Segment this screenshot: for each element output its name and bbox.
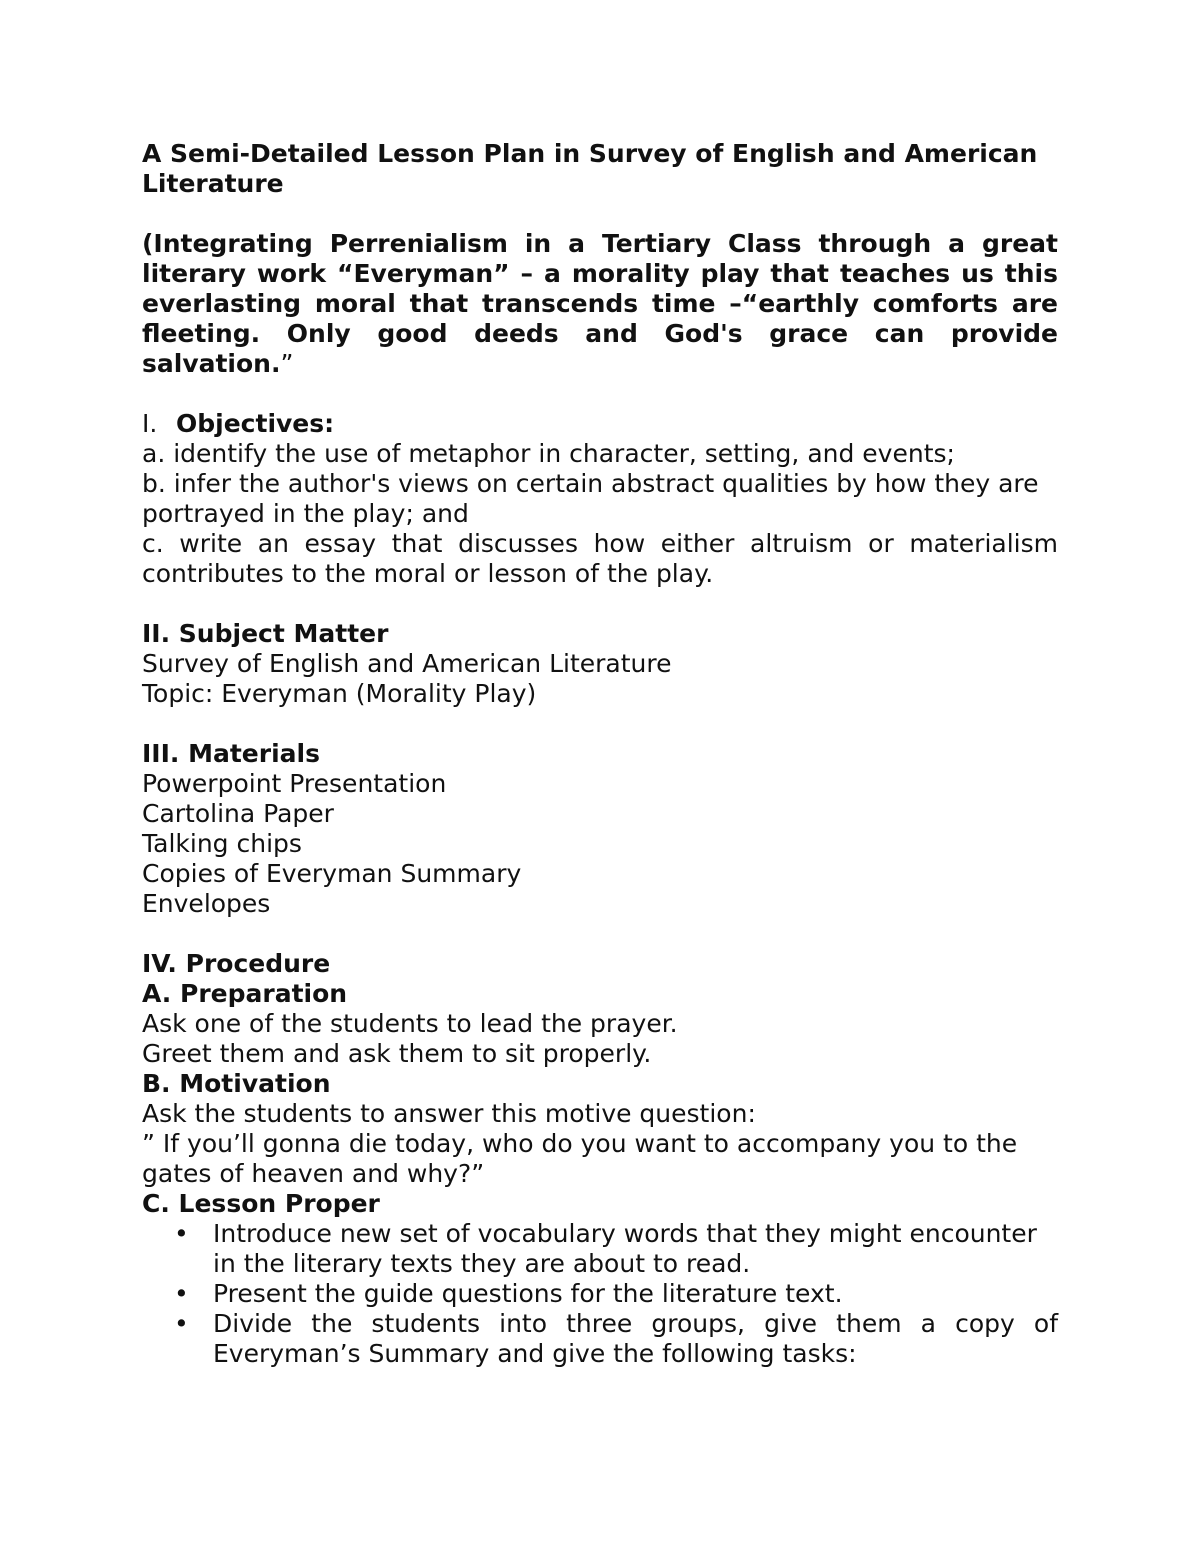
- list-item: [142, 1279, 1058, 1309]
- list-item-text: Divide the students into three groups, give them a copy of Everyman’s Summary and give the following tasks:: [213, 1309, 1058, 1368]
- preparation-heading: A. Preparation: [142, 979, 348, 1008]
- motivation-line: Ask the students to answer this motive question:: [142, 1099, 756, 1128]
- document-page: [142, 139, 1058, 1369]
- subject-matter-heading: II. Subject Matter: [142, 619, 389, 648]
- material-item: Envelopes: [142, 889, 271, 918]
- objective-item: c. write an essay that discusses how either altruism or materialism contributes to the moral or lesson of the play.: [142, 529, 1058, 588]
- procedure-section: [142, 949, 1058, 1369]
- list-item-text: Introduce new set of vocabulary words that they might encounter in the literary texts they are about to read.: [213, 1219, 1037, 1278]
- objectives-section: [142, 409, 1058, 589]
- objectives-heading-label: Objectives:: [176, 409, 335, 438]
- subtitle-text: (Integrating Perrenialism in a Tertiary Class through a great literary work “Everyman” – a morality play that teaches us this everlasting moral that transcends time –“earthly comforts are fleeting. Only good deeds and God's grace can provide salvation.: [142, 229, 1058, 378]
- motive-question: ” If you’ll gonna die today, who do you want to accompany you to the gates of heaven and why?”: [142, 1129, 1018, 1188]
- subject-matter-line: Survey of English and American Literature: [142, 649, 672, 678]
- bullet-icon: •: [174, 1219, 189, 1248]
- bullet-icon: •: [174, 1309, 189, 1338]
- objectives-number: I.: [142, 409, 158, 438]
- material-item: Powerpoint Presentation: [142, 769, 447, 798]
- bullet-icon: •: [174, 1279, 189, 1308]
- motivation-heading: B. Motivation: [142, 1069, 331, 1098]
- document-subtitle: [142, 229, 1058, 379]
- list-item: [142, 1219, 1058, 1279]
- objectives-heading: [142, 409, 1058, 439]
- preparation-line: Ask one of the students to lead the prayer.: [142, 1009, 678, 1038]
- procedure-heading: IV. Procedure: [142, 949, 331, 978]
- document-title: A Semi-Detailed Lesson Plan in Survey of English and American Literature: [142, 139, 1038, 198]
- material-item: Talking chips: [142, 829, 302, 858]
- list-item-text: Present the guide questions for the literature text.: [213, 1279, 843, 1308]
- material-item: Cartolina Paper: [142, 799, 334, 828]
- materials-heading: III. Materials: [142, 739, 320, 768]
- objective-item: a. identify the use of metaphor in character, setting, and events;: [142, 439, 955, 468]
- materials-section: [142, 739, 1058, 919]
- lesson-proper-heading: C. Lesson Proper: [142, 1189, 380, 1218]
- subject-matter-line: Topic: Everyman (Morality Play): [142, 679, 537, 708]
- material-item: Copies of Everyman Summary: [142, 859, 522, 888]
- preparation-line: Greet them and ask them to sit properly.: [142, 1039, 652, 1068]
- lesson-proper-list: [142, 1219, 1058, 1369]
- subject-matter-section: [142, 619, 1058, 709]
- objective-item: b. infer the author's views on certain abstract qualities by how they are portrayed in the play; and: [142, 469, 1039, 528]
- subtitle-end-quote: ”: [280, 349, 294, 378]
- list-item: [142, 1309, 1058, 1369]
